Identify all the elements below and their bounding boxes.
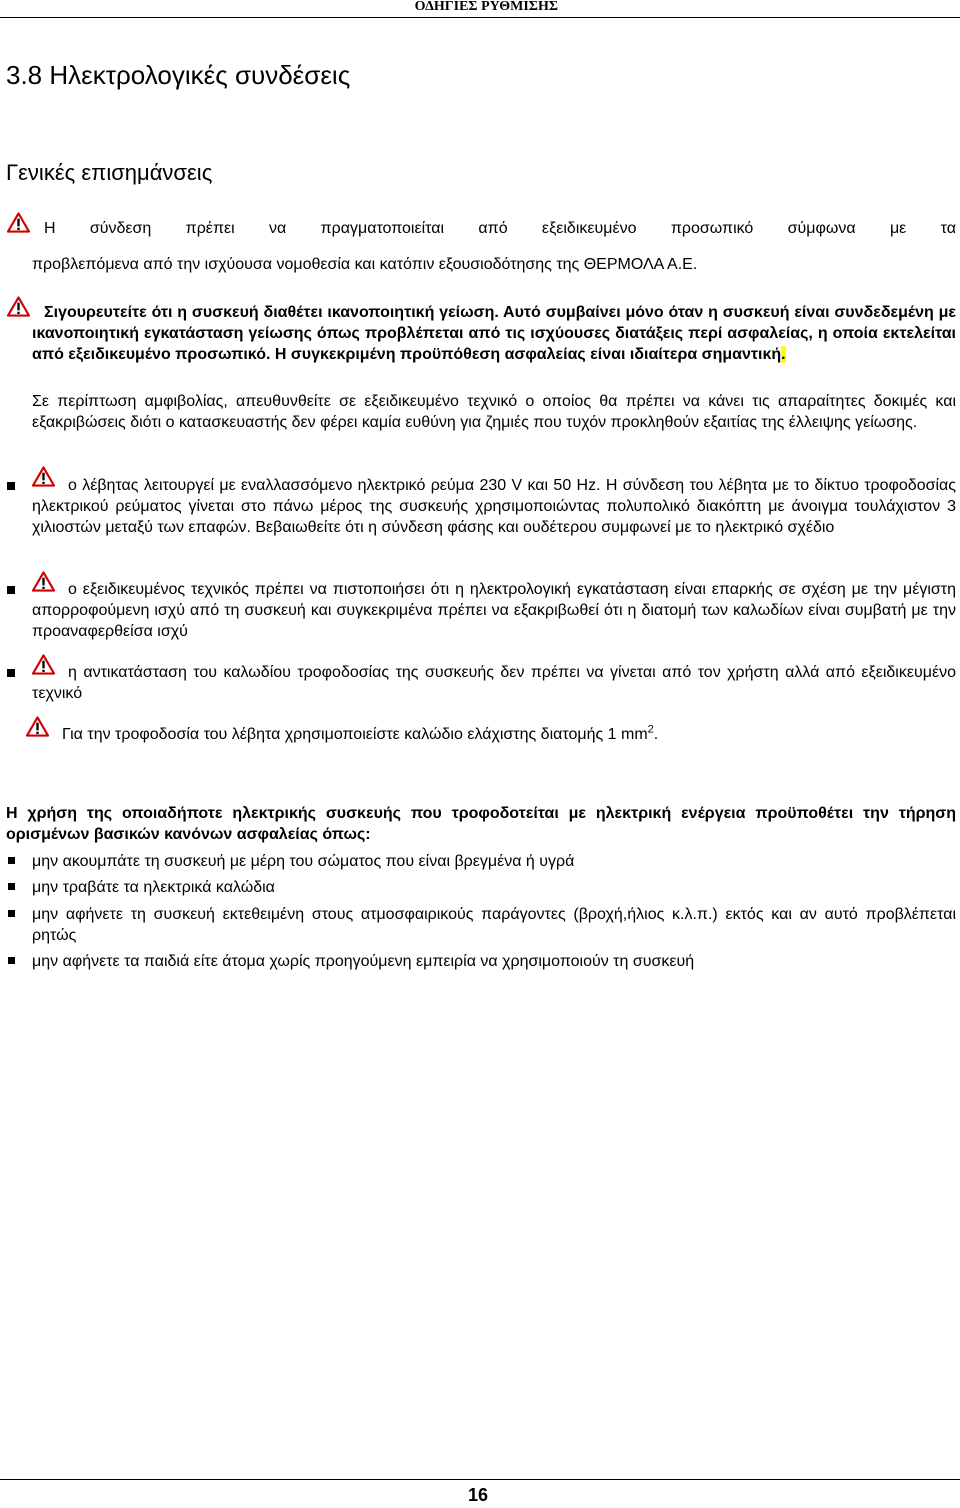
warning-2-normal: Σε περίπτωση αμφιβολίας, απευθυνθείτε σε εξειδικευμένο τεχνικό ο οποίος θα πρέπει να κάνει τις απαραίτητες δοκιμές και εξακριβώσεις διότι ο κατασκευαστής δεν φέρει καμία ευθύνη για ζημιές που τυχόν προκληθούν εξαιτίας της έλλειψης γείωσης. <box>32 393 956 431</box>
bullet-marker <box>8 910 15 917</box>
bullet-marker <box>8 857 15 864</box>
cable-note: Για την τροφοδοσία του λέβητα χρησιμοποιείστε καλώδιο ελάχιστης διατομής 1 $mm^2$. <box>62 723 659 743</box>
rule-item: μην τραβάτε τα ηλεκτρικά καλώδια <box>32 879 275 896</box>
bullet-marker <box>8 883 15 890</box>
subsection-title: Γενικές επισημάνσεις <box>6 160 213 185</box>
bullet-marker <box>7 586 15 594</box>
warning-list-item-3: η αντικατάσταση του καλωδίου τροφοδοσίας της συσκευής δεν πρέπει να γίνεται από τον χρήστη αλλά από εξειδικευμένο τεχνικό <box>32 664 956 702</box>
rule-item: μην αφήνετε τα παιδιά είτε άτομα χωρίς προηγούμενη εμπειρία να χρησιμοποιούν τη συσκευή <box>32 953 695 970</box>
warning-icon <box>26 716 49 737</box>
warning-2-bold: Σιγουρευτείτε ότι η συσκευή διαθέτει ικανοποιητική γείωση. Αυτό συμβαίνει μόνο όταν η συσκευή είναι συνδεδεμένη με ικανοποιητική εγκατάσταση γείωσης όπως προβλέπεται από τις ισχύουσες διατάξεις περί ασφαλείας, η οποία εκτελείται από εξειδικευμένο προσωπικό. Η συγκεκριμένη προϋπόθεση ασφαλείας είναι ιδιαίτερα σημαντική. <box>32 304 956 363</box>
warning-1-line-2: προβλεπόμενα από την ισχύουσα νομοθεσία και κατόπιν εξουσιοδότησης της ΘΕΡΜΟΛΑ Α.Ε. <box>32 256 698 273</box>
rule-item: μην ακουμπάτε τη συσκευή με μέρη του σώματος που είναι βρεγμένα ή υγρά <box>32 853 575 870</box>
bullet-marker <box>7 482 15 490</box>
footer-rule <box>0 1479 960 1480</box>
warning-icon <box>7 296 30 317</box>
page-number: 16 <box>468 1485 489 1505</box>
page-header <box>0 0 960 18</box>
warning-list-item-2: ο εξειδικευμένος τεχνικός πρέπει να πιστοποιήσει ότι η ηλεκτρολογική εγκατάσταση είναι επαρκής σε σχέση με την μέγιστη απορροφούμενη ισχύ από τη συσκευή και συγκεκριμένα πρέπει να εξακριβωθεί ότι η διατομή των καλωδίων είναι συμβατή με την προαναφερθείσα ισχύ <box>32 581 956 640</box>
safety-rules-intro: Η χρήση της οποιαδήποτε ηλεκτρικής συσκευής που τροφοδοτείται με ηλεκτρική ενέργεια προϋποθέτει την τήρηση ορισμένων βασικών κανόνων ασφαλείας όπως: <box>6 805 956 843</box>
warning-1-text: Η σύνδεση πρέπει να πραγματοποιείται από εξειδικευμένο προσωπικό σύμφωνα με τα <box>44 220 956 237</box>
warning-list-item-1: ο λέβητας λειτουργεί με εναλλασσόμενο ηλεκτρικό ρεύμα 230 V και 50 Hz. Η σύνδεση του λέβητα με το δίκτυο τροφοδοσίας ηλεκτρικού ρεύματος γίνεται στο πάνω μέρος της συσκευής χρησιμοποιώντας πολυπολικό διακόπτη με άνοιγμα τουλάχιστον 3 χιλιοστών μεταξύ των επαφών. Βεβαιωθείτε ότι η σύνδεση φάσης και ουδέτερου συμφωνεί με το ηλεκτρικό σχέδιο <box>32 477 956 536</box>
section-title: 3.8 Ηλεκτρολογικές συνδέσεις <box>6 60 351 90</box>
bullet-marker <box>8 957 15 964</box>
bullet-marker <box>7 669 15 677</box>
rule-item: μην αφήνετε τη συσκευή εκτεθειμένη στους ατμοσφαιρικούς παράγοντες (βροχή,ήλιος κ.λ.π.) εκτός και αν αυτό προβλέπεται ρητώς <box>32 906 956 944</box>
warning-icon <box>7 212 30 233</box>
header-title: ΟΔΗΓΙΕΣ ΡΥΘΜΙΣΗΣ <box>414 0 558 14</box>
